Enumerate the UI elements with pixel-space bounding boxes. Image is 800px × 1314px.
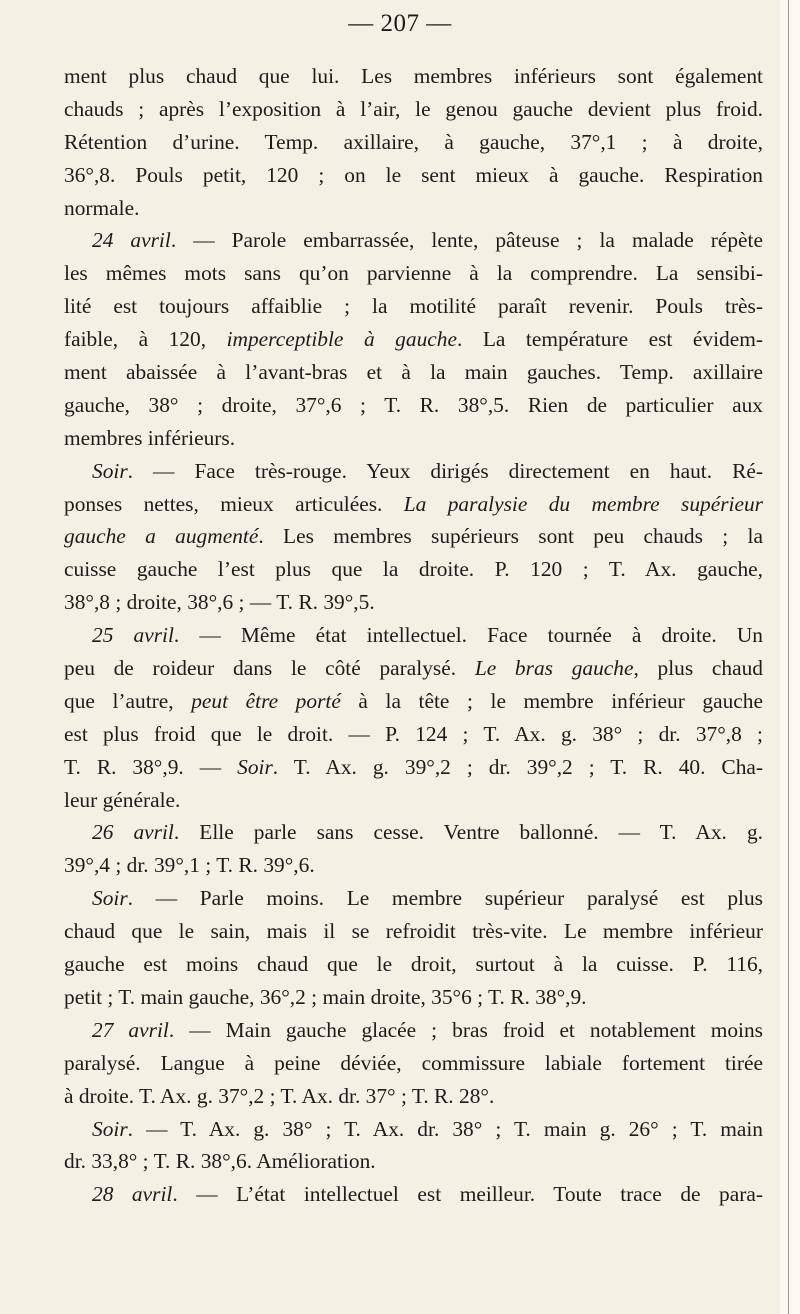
text-line: cuisse gauche l’est plus que la droite. P. 120 ; T. Ax. gauche, <box>64 557 763 582</box>
text-line: Rétention d’urine. Temp. axillaire, à gauche, 37°,1 ; à droite, <box>64 129 763 154</box>
text-line: dr. 33,8° ; T. R. 38°,6. Amélioration. <box>64 1149 376 1174</box>
text-line: chauds ; après l’exposition à l’air, le genou gauche devient plus froid. <box>64 96 763 121</box>
text-line: paralysé. Langue à peine déviée, commissure labiale fortement tirée <box>64 1050 763 1075</box>
text-line-soir: Soir. — Face très-rouge. Yeux dirigés directement en haut. Ré- <box>92 458 763 483</box>
text-line: membres inférieurs. <box>64 425 236 450</box>
page-right-margin <box>780 0 800 1314</box>
text-line: gauche, 38° ; droite, 37°,6 ; T. R. 38°,5. Rien de particulier aux <box>64 392 763 417</box>
text-line: est plus froid que le droit. — P. 124 ; T. Ax. g. 38° ; dr. 37°,8 ; <box>64 721 763 746</box>
scan-edge-line <box>788 0 789 1314</box>
text-line-soir: Soir. — Parle moins. Le membre supérieur paralysé est plus <box>92 886 763 911</box>
text-line-entry-25-avril: 25 avril. — Même état intellectuel. Face tournée à droite. Un <box>92 623 764 648</box>
text-line: faible, à 120, imperceptible à gauche. La température est évidem- <box>64 327 763 352</box>
text-line: ment plus chaud que lui. Les membres inférieurs sont également <box>64 64 763 88</box>
text-line: ment abaissée à l’avant-bras et à la main gauches. Temp. axillaire <box>64 360 763 385</box>
text-line: ponses nettes, mieux articulées. La paralysie du membre supérieur <box>64 491 763 516</box>
text-line: 38°,8 ; droite, 38°,6 ; — T. R. 39°,5. <box>64 590 375 615</box>
text-line: 39°,4 ; dr. 39°,1 ; T. R. 39°,6. <box>64 853 315 878</box>
text-line-entry-26-avril: 26 avril. Elle parle sans cesse. Ventre ballonné. — T. Ax. g. <box>92 820 763 845</box>
text-line: normale. <box>64 195 140 220</box>
text-line-entry-28-avril: 28 avril. — L’état intellectuel est meilleur. Toute trace de para- <box>92 1182 763 1207</box>
text-line: les mêmes mots sans qu’on parvienne à la comprendre. La sensibi- <box>64 261 763 286</box>
text-line: petit ; T. main gauche, 36°,2 ; main droite, 35°6 ; T. R. 38°,9. <box>64 984 587 1009</box>
body-text <box>64 60 763 1211</box>
page-number: — 207 — <box>348 10 452 37</box>
text-line: 36°,8. Pouls petit, 120 ; on le sent mieux à gauche. Respiration <box>64 162 763 187</box>
text-line: que l’autre, peut être porté à la tête ; le membre inférieur gauche <box>64 688 763 713</box>
text-line-entry-27-avril: 27 avril. — Main gauche glacée ; bras froid et notablement moins <box>92 1017 763 1042</box>
text-line: gauche est moins chaud que le droit, surtout à la cuisse. P. 116, <box>64 952 763 977</box>
text-line: T. R. 38°,9. — Soir. T. Ax. g. 39°,2 ; dr. 39°,2 ; T. R. 40. Cha- <box>64 754 764 779</box>
text-line: gauche a augmenté. Les membres supérieurs sont peu chauds ; la <box>64 524 763 549</box>
text-line-entry-24-avril: 24 avril. — Parole embarrassée, lente, pâteuse ; la malade répète <box>92 228 763 253</box>
text-line: chaud que le sain, mais il se refroidit très-vite. Le membre inférieur <box>64 919 763 944</box>
text-line: leur générale. <box>64 787 181 812</box>
text-line: lité est toujours affaiblie ; la motilité paraît revenir. Pouls très- <box>64 294 763 319</box>
text-line: peu de roideur dans le côté paralysé. Le bras gauche, plus chaud <box>64 656 763 681</box>
text-line-soir: Soir. — T. Ax. g. 38° ; T. Ax. dr. 38° ; T. main g. 26° ; T. main <box>92 1116 763 1141</box>
text-line: à droite. T. Ax. g. 37°,2 ; T. Ax. dr. 37° ; T. R. 28°. <box>64 1083 495 1108</box>
